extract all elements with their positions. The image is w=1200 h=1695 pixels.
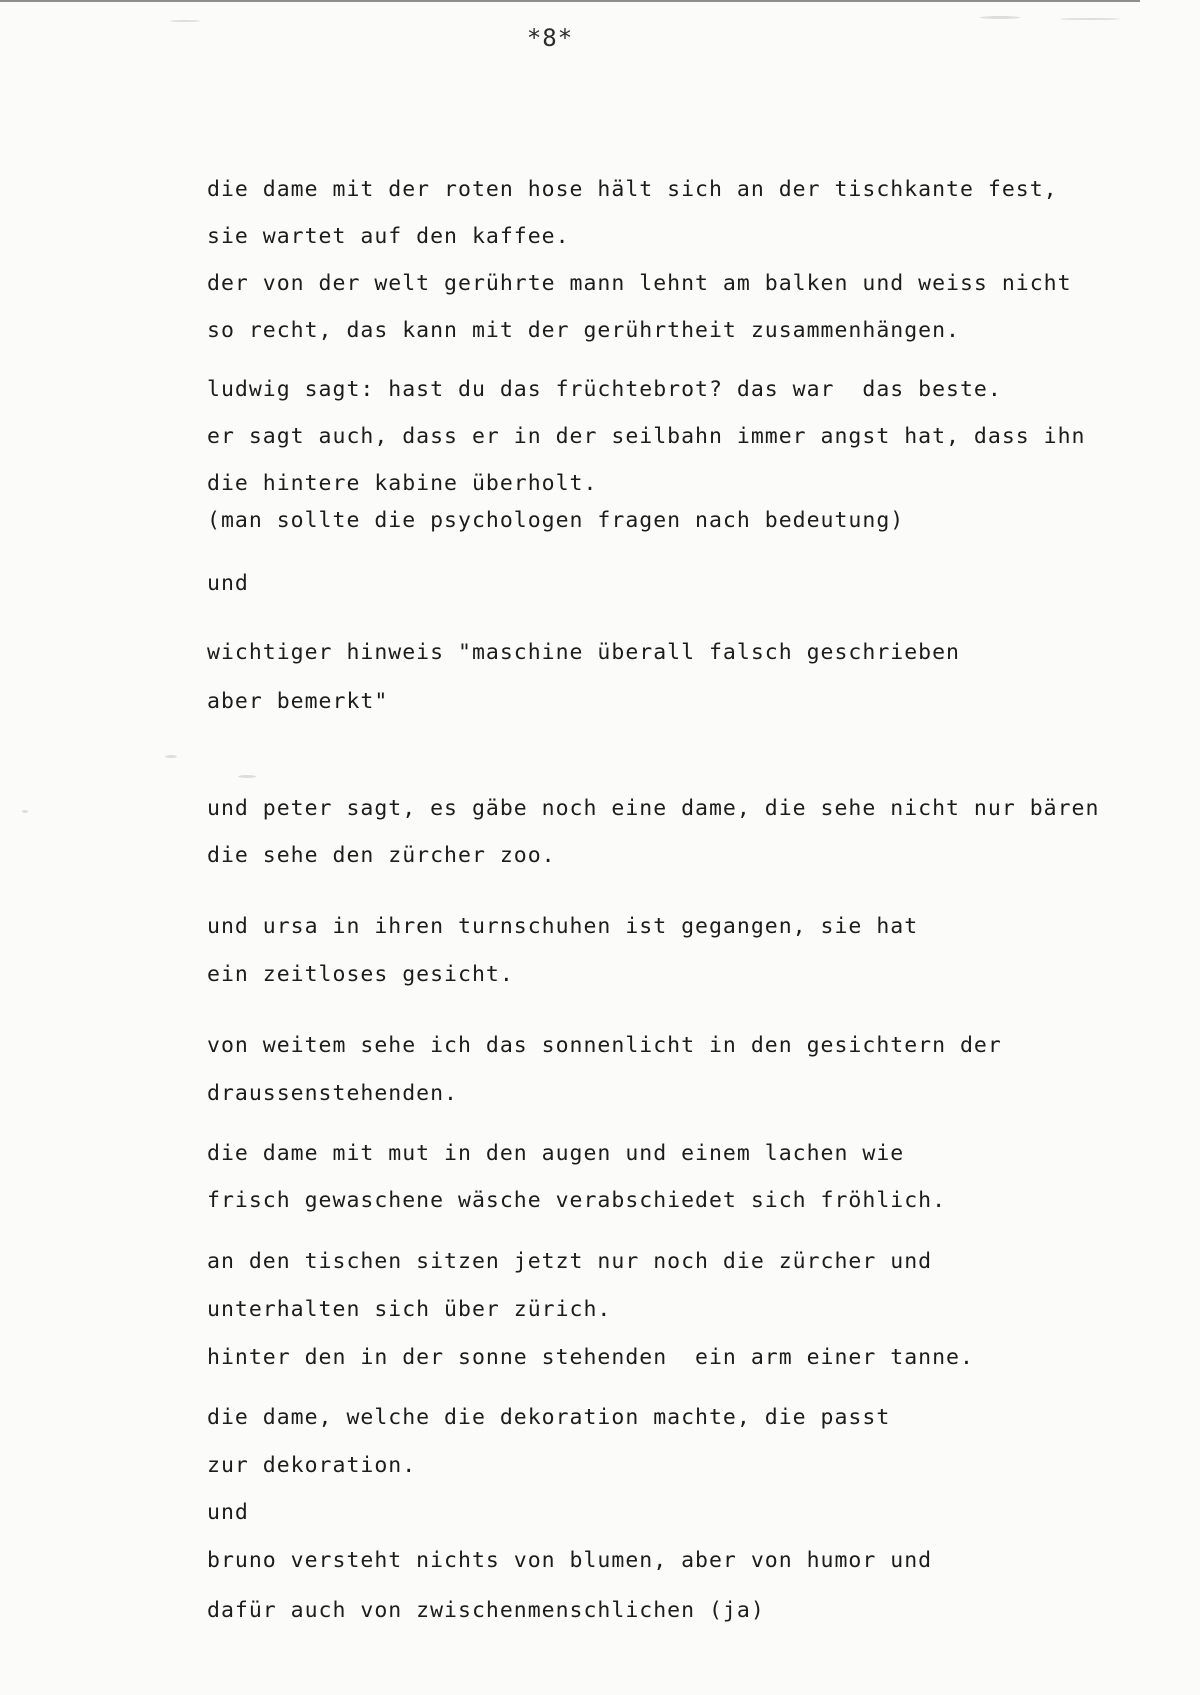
text-line: der von der welt gerührte mann lehnt am balken und weiss nicht (207, 271, 1072, 296)
text-line: draussenstehenden. (207, 1081, 458, 1106)
text-line: von weitem sehe ich das sonnenlicht in den gesichtern der (207, 1033, 1002, 1058)
text-line: die dame mit mut in den augen und einem lachen wie (207, 1141, 905, 1166)
text-line: frisch gewaschene wäsche verabschiedet sich fröhlich. (207, 1188, 947, 1213)
text-line: und (207, 1500, 249, 1525)
page-number: *8* (526, 24, 574, 52)
text-line: er sagt auch, dass er in der seilbahn immer angst hat, dass ihn (207, 424, 1086, 449)
text-line: so recht, das kann mit der gerührtheit zusammenhängen. (207, 318, 960, 343)
text-line: aber bemerkt" (207, 689, 389, 714)
text-line: wichtiger hinweis "maschine überall falsch geschrieben (207, 640, 960, 665)
text-line: und ursa in ihren turnschuhen ist gegangen, sie hat (207, 914, 919, 939)
text-line: hinter den in der sonne stehenden ein arm einer tanne. (207, 1345, 974, 1370)
text-line: an den tischen sitzen jetzt nur noch die zürcher und (207, 1249, 933, 1274)
text-line: die dame, welche die dekoration machte, die passt (207, 1405, 891, 1430)
text-line: sie wartet auf den kaffee. (207, 224, 570, 249)
text-line: dafür auch von zwischenmenschlichen (ja) (207, 1598, 765, 1623)
scan-speck (1060, 18, 1120, 20)
scan-speck (170, 20, 200, 22)
text-line: ludwig sagt: hast du das früchtebrot? das war das beste. (207, 377, 1002, 402)
text-line: und (207, 571, 249, 596)
scan-speck (165, 755, 177, 758)
text-line: ein zeitloses gesicht. (207, 962, 514, 987)
scan-speck (238, 775, 256, 778)
text-line: und peter sagt, es gäbe noch eine dame, die sehe nicht nur bären (207, 796, 1100, 821)
page-top-edge (0, 0, 1140, 2)
text-line: bruno versteht nichts von blumen, aber von humor und (207, 1548, 933, 1573)
scan-speck (980, 16, 1020, 19)
text-line: zur dekoration. (207, 1453, 417, 1478)
text-line: (man sollte die psychologen fragen nach bedeutung) (207, 508, 905, 533)
text-line: unterhalten sich über zürich. (207, 1297, 612, 1322)
text-line: die sehe den zürcher zoo. (207, 843, 556, 868)
scan-speck (22, 810, 28, 813)
text-line: die hintere kabine überholt. (207, 471, 598, 496)
text-line: die dame mit der roten hose hält sich an der tischkante fest, (207, 177, 1058, 202)
